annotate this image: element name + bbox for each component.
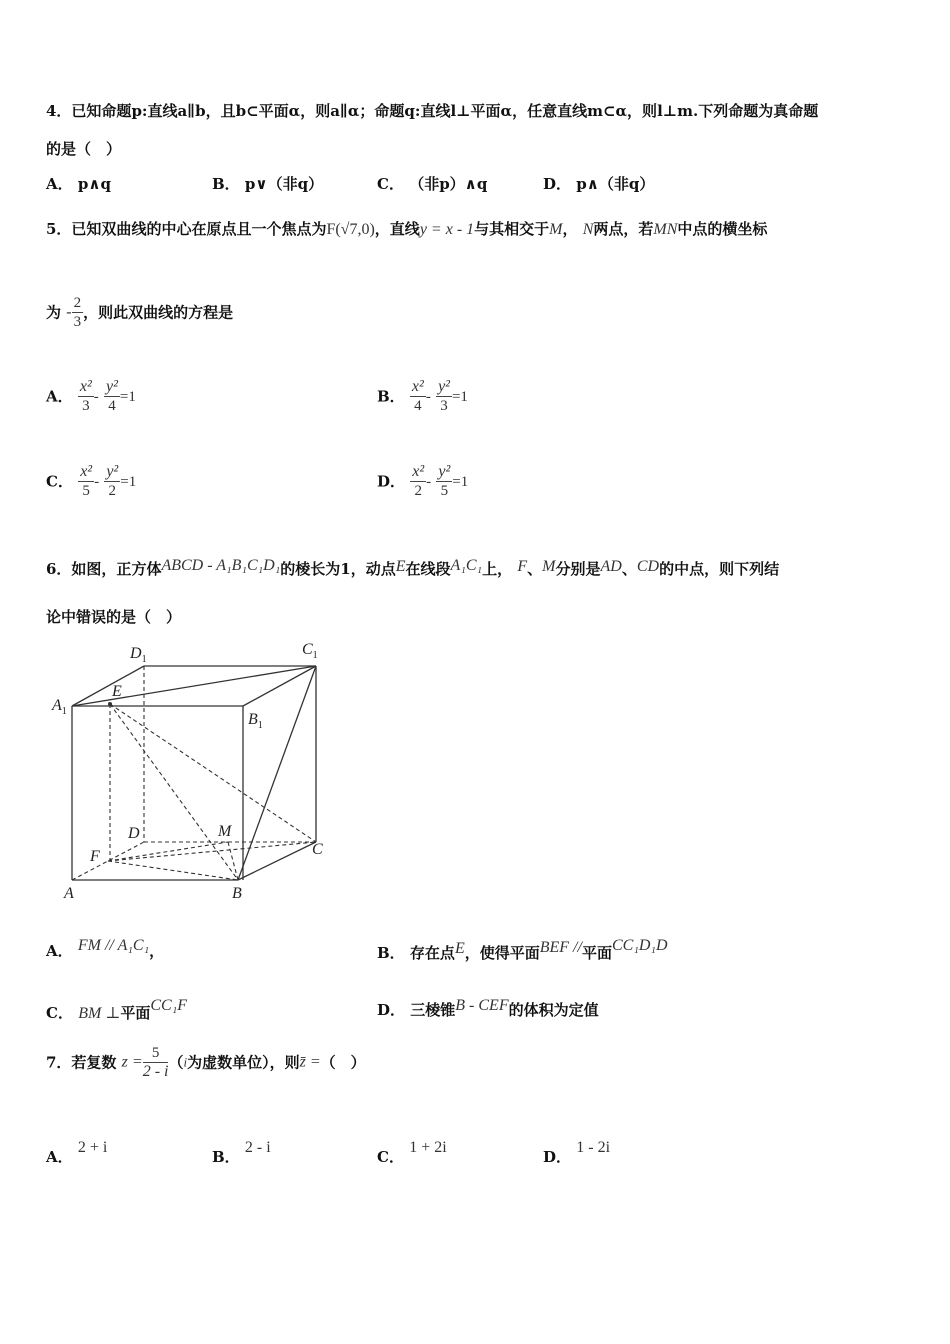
q7-option-d-val: 1 - 2i [576, 1139, 611, 1156]
q5-b-frac1 [410, 378, 426, 415]
q4-option-a-text: p∧q [77, 175, 112, 193]
q5-focus: F(√7,0) [326, 221, 375, 238]
q4-stem-line2: 的是（ ） [46, 140, 122, 158]
label-c1: $C_1$ [302, 641, 318, 661]
q6-point-f: F [517, 558, 528, 575]
q6-option-a[interactable] [46, 936, 164, 961]
q5-a-n1: x² [79, 378, 92, 395]
q7-frac-den: 2 - i [142, 1063, 169, 1080]
q5-a-rhs: =1 [119, 388, 136, 405]
q6-option-c-t1: 平面 [120, 1004, 151, 1022]
q5-d-n2: y² [438, 463, 451, 480]
label-d1: $D_1$ [130, 645, 147, 665]
q6-option-a-math: FM // A₁C₁ [77, 937, 150, 954]
q7-zbar: z̄ = [299, 1053, 321, 1071]
q5-b-frac2 [436, 378, 452, 415]
q5-d-frac1 [410, 463, 426, 500]
q5-option-a[interactable] [46, 378, 136, 415]
q4-option-c-text: （非p）∧q [409, 175, 488, 193]
q6-option-c-m2: CC₁F [150, 997, 188, 1014]
q6-option-c[interactable] [46, 996, 187, 1024]
label-e: E [112, 683, 122, 700]
label-f: F [90, 848, 100, 865]
q6-cube: ABCD - A₁B₁C₁D₁ [161, 557, 281, 574]
q6-point-m: M [542, 558, 556, 575]
q7-option-d[interactable] [543, 1138, 610, 1167]
hidden-eb [110, 704, 238, 880]
q5-point-n: N [582, 221, 594, 238]
q4-option-b-text: p∨（非q） [244, 175, 324, 193]
q6-point-e: E [395, 558, 406, 575]
label-b1: $B_1$ [248, 711, 263, 731]
q6-text-4: 上， [482, 560, 513, 578]
q5-stem-line1 [46, 219, 767, 240]
label-m: M [218, 823, 232, 840]
q7-z-eq: z = [121, 1053, 143, 1071]
q7-fraction [143, 1044, 169, 1081]
q4-option-a[interactable] [46, 174, 111, 194]
q5-stem-line2 [46, 294, 233, 331]
q6-option-b-e: E [454, 940, 465, 957]
q6-cube-figure [46, 636, 346, 906]
q6-stem-line1 [46, 556, 779, 579]
q4-option-c[interactable] [377, 174, 487, 194]
q7-option-b[interactable] [212, 1138, 271, 1167]
q5-c-n2: y² [106, 463, 119, 480]
q5-text-7: ，则此双曲线的方程是 [83, 303, 234, 322]
q4-option-c-label: C． [377, 175, 404, 193]
q5-text-4: 两点，若 [593, 220, 654, 238]
q5-c-frac2 [104, 463, 120, 500]
q5-frac-num: 2 [73, 295, 82, 311]
q7-option-b-val: 2 - i [244, 1139, 271, 1156]
q6-sep-1: 、 [527, 560, 543, 578]
q5-option-c[interactable] [46, 463, 136, 500]
q6-option-c-m1: BM ⊥ [78, 1005, 121, 1022]
q5-b-d1: 4 [414, 398, 422, 414]
q6-option-c-label: C． [46, 1004, 73, 1022]
q7-option-c-val: 1 + 2i [409, 1139, 447, 1156]
q4-option-d-label: D． [543, 175, 572, 193]
q5-a-frac1 [78, 378, 94, 415]
q5-a-d2: 4 [108, 398, 116, 414]
q5-text-5: 中点的横坐标 [677, 220, 768, 238]
q5-text-3: 与其相交于 [474, 220, 550, 238]
q6-option-d-t1: 三棱锥 [410, 1001, 456, 1019]
q4-option-a-label: A． [46, 175, 73, 193]
q5-d-n1: x² [412, 463, 425, 480]
q5-b-op: - [425, 388, 431, 405]
q6-edge-ad: AD [600, 558, 622, 575]
hidden-fm [108, 842, 228, 861]
q5-segment-mn: MN [653, 221, 678, 238]
q6-option-b-t3: 平面 [581, 944, 612, 962]
q5-option-d-label: D． [377, 472, 406, 491]
hidden-mb [228, 842, 238, 880]
q5-c-n1: x² [80, 463, 93, 480]
q7-frac-num: 5 [143, 1044, 169, 1063]
q5-b-n2: y² [438, 378, 450, 395]
q7-option-d-label: D． [543, 1148, 572, 1166]
q5-c-d2: 2 [108, 483, 117, 499]
q4-option-d-text: p∧（非q） [576, 175, 655, 193]
q5-sep: ， [562, 220, 578, 238]
q7-option-b-label: B． [212, 1148, 240, 1166]
q5-c-op: - [94, 473, 100, 490]
q5-option-c-label: C． [46, 472, 73, 491]
q7-option-a-val: 2 + i [77, 1139, 108, 1156]
hidden-fb [108, 861, 238, 880]
q6-option-b-m1: BEF // [539, 939, 582, 956]
q6-text-3: 在线段 [405, 560, 451, 578]
q5-a-d1: 3 [82, 398, 90, 414]
label-c: C [312, 841, 323, 858]
q6-option-b-t1: 存在点 [409, 944, 455, 962]
q4-stem-line1: 4．已知命题p:直线a∥b，且b⊂平面α，则a∥α；命题q:直线l⊥平面α，任意直线m⊂α，则l⊥m.下列命题为真命题 [46, 102, 819, 120]
q5-c-d1: 5 [82, 483, 90, 499]
label-d: D [128, 825, 140, 842]
q6-option-a-tail: ， [149, 942, 165, 960]
q6-option-b[interactable] [377, 936, 668, 963]
q5-c-rhs: =1 [120, 473, 137, 490]
q5-a-n2: y² [106, 378, 118, 395]
q6-stem-line2: 论中错误的是（ ） [46, 608, 182, 626]
q7-option-a[interactable] [46, 1138, 107, 1167]
q5-option-b-label: B． [377, 387, 405, 406]
q4-option-b-label: B． [212, 175, 240, 193]
q5-a-frac2 [104, 378, 120, 415]
q5-frac-den: 3 [73, 314, 82, 330]
label-a1: $A_1$ [52, 697, 67, 717]
label-a: A [64, 885, 74, 902]
q7-text-4: （ ） [320, 1053, 366, 1072]
q6-option-b-t2: ，使得平面 [464, 944, 540, 962]
q6-option-d[interactable] [377, 996, 599, 1020]
q7-stem [46, 1044, 366, 1081]
q5-text-2: ，直线 [374, 220, 420, 238]
q6-text-5: 分别是 [555, 560, 601, 578]
q7-option-c[interactable] [377, 1138, 447, 1167]
q5-b-n1: x² [411, 378, 424, 395]
q5-d-d2: 5 [440, 483, 449, 499]
q5-option-a-label: A． [46, 387, 73, 406]
q6-text-1: 6．如图，正方体 [46, 560, 162, 578]
q6-option-a-label: A． [46, 942, 73, 960]
q7-i: i [183, 1054, 188, 1070]
q7-text-1: 7．若复数 [46, 1053, 117, 1072]
q5-fraction [72, 294, 84, 331]
q5-b-d2: 3 [440, 398, 448, 414]
label-b: B [232, 885, 242, 902]
q6-edge-cd: CD [636, 558, 660, 575]
q5-line-eq: y = x - 1 [419, 221, 475, 238]
q5-a-op: - [93, 388, 99, 405]
q5-option-d[interactable] [377, 463, 468, 500]
q6-sep-2: 、 [621, 560, 637, 578]
q4-option-b[interactable] [212, 174, 323, 194]
q5-d-op: - [426, 473, 432, 490]
q6-segment: A₁C₁ [450, 557, 483, 574]
q5-b-rhs: =1 [451, 388, 468, 405]
q7-option-c-label: C． [377, 1148, 404, 1166]
q5-d-frac2 [436, 463, 452, 500]
q7-text-2: （ [168, 1053, 184, 1072]
q6-text-6: 的中点，则下列结 [659, 560, 780, 578]
hidden-ec [110, 704, 316, 842]
q7-option-a-label: A． [46, 1148, 73, 1166]
q6-text-2: 的棱长为1，动点 [280, 560, 396, 578]
q4-option-d[interactable] [543, 174, 654, 194]
point-e-dot [108, 702, 112, 706]
q6-option-d-label: D． [377, 1001, 406, 1019]
q6-option-b-label: B． [377, 944, 405, 962]
q6-option-d-m1: B - CEF [455, 997, 509, 1014]
q5-d-rhs: =1 [452, 473, 469, 490]
q5-point-m: M [549, 221, 563, 238]
q6-option-b-m2: CC₁D₁D [611, 937, 668, 954]
q5-c-frac1 [78, 463, 94, 500]
q5-minus: - [66, 303, 72, 321]
q5-d-d1: 2 [414, 483, 422, 499]
q7-text-3: 为虚数单位），则 [187, 1053, 300, 1072]
q5-option-b[interactable] [377, 378, 468, 415]
q6-option-d-t2: 的体积为定值 [508, 1001, 599, 1019]
q5-text-6: 为 [46, 303, 62, 322]
q5-text-1: 5．已知双曲线的中心在原点且一个焦点为 [46, 220, 327, 238]
